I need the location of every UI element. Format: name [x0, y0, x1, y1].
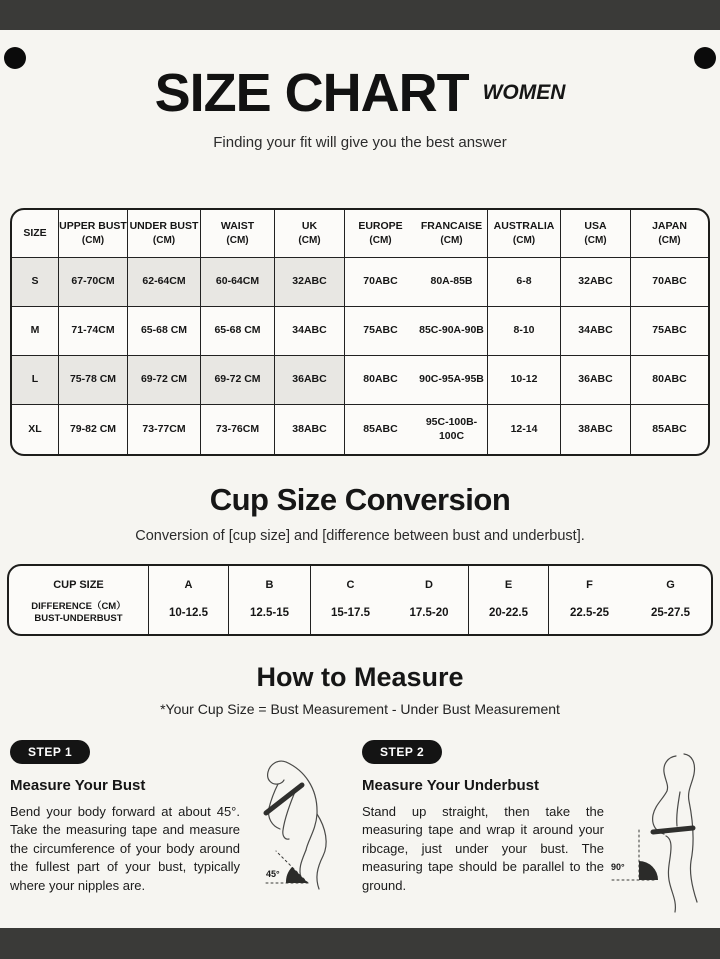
step-2-badge: STEP 2	[362, 740, 442, 764]
size-table-cell	[128, 356, 201, 404]
size-table-cell	[416, 405, 488, 454]
size-table-cell	[488, 258, 561, 306]
cell-text: 12.5-15	[249, 606, 289, 619]
cell-text: USA	[584, 220, 607, 233]
size-table-cell	[416, 258, 488, 306]
size-table-row	[12, 356, 708, 405]
size-table-cell	[631, 307, 708, 355]
cell-text: 38ABC	[578, 422, 613, 435]
cell-text: 73-76CM	[215, 422, 260, 435]
cell-text: 10-12.5	[168, 606, 208, 619]
measure-section-title: How to Measure	[256, 662, 464, 692]
cell-text: 36ABC	[578, 373, 613, 386]
size-table-cell	[59, 258, 128, 306]
cell-text: UK	[301, 220, 318, 233]
cell-text: F	[586, 578, 593, 591]
measure-steps	[10, 740, 710, 930]
cell-text: (CM)	[658, 234, 681, 246]
cup-range-cell	[149, 597, 229, 634]
cell-text: (CM)	[226, 234, 249, 246]
angle-label-45: 45°	[266, 869, 280, 879]
size-table-header-cell	[128, 210, 201, 257]
cell-text: (CM)	[369, 234, 392, 246]
size-table-cell	[561, 405, 631, 454]
cell-text: 69-72 CM	[214, 373, 261, 386]
cell-text: 25-27.5	[650, 606, 690, 619]
cell-text: 71-74CM	[71, 324, 115, 337]
size-table-cell	[561, 356, 631, 404]
difference-label-cell	[9, 597, 149, 634]
cup-range-cell	[469, 597, 549, 634]
cell-text: 90C-95A-95B	[419, 373, 484, 386]
cell-text: (CM)	[152, 234, 176, 246]
size-table-cell	[128, 258, 201, 306]
size-table-header-cell	[416, 210, 488, 257]
page-title: SIZE CHART	[154, 63, 469, 123]
size-table-cell	[12, 307, 59, 355]
cell-text: 75-78 CM	[69, 373, 117, 386]
cell-text: 79-82 CM	[69, 422, 117, 435]
cup-size-section	[0, 482, 720, 636]
step-1	[10, 740, 360, 930]
cup-range-cell	[390, 597, 469, 634]
size-table-cell	[59, 356, 128, 404]
size-table-cell	[345, 356, 416, 404]
cup-size-label-cell	[9, 566, 149, 597]
size-table-header-cell	[12, 210, 59, 257]
size-table-header-cell	[631, 210, 708, 257]
cell-text: 85ABC	[363, 422, 398, 435]
cell-text: EUROPE	[358, 220, 403, 233]
cell-text: 22.5-25	[569, 606, 609, 619]
size-table-cell	[275, 356, 345, 404]
cup-range-cell	[630, 597, 711, 634]
cell-text: 80ABC	[652, 373, 687, 386]
size-table-cell	[345, 258, 416, 306]
cell-text: 10-12	[510, 373, 538, 386]
cell-text: 17.5-20	[409, 606, 449, 619]
size-table-cell	[561, 258, 631, 306]
cell-text: 65-68 CM	[214, 324, 261, 337]
cell-text: 70ABC	[363, 275, 398, 288]
cell-text: A	[184, 578, 193, 591]
cup-section-subtitle: Conversion of [cup size] and [difference between bust and underbust].	[135, 528, 585, 544]
size-table-cell	[561, 307, 631, 355]
cell-text: 67-70CM	[71, 275, 115, 288]
step-2	[360, 740, 710, 930]
step-1-heading: Measure Your Bust	[10, 777, 146, 794]
size-table-cell	[416, 307, 488, 355]
size-table-cell	[345, 405, 416, 454]
cup-section-title: Cup Size Conversion	[209, 482, 511, 517]
cell-text: 65-68 CM	[140, 324, 188, 337]
cup-range-cell	[311, 597, 390, 634]
size-table-header-cell	[275, 210, 345, 257]
cell-text: 32ABC	[578, 275, 613, 288]
size-table-header-cell	[561, 210, 631, 257]
cell-text: 60-64CM	[215, 275, 260, 288]
size-table-row	[12, 258, 708, 307]
size-table-cell	[345, 307, 416, 355]
size-table-cell	[128, 307, 201, 355]
cell-text: (CM)	[298, 234, 321, 246]
cell-text: FRANCAISE	[420, 220, 483, 233]
cell-text: 69-72 CM	[140, 373, 188, 386]
cell-text: 70ABC	[652, 275, 687, 288]
step-1-body: Bend your body forward at about 45°. Take the measuring tape and measure the circumference of your body around the fullest part of your bust, typically where your nipples are.	[10, 804, 240, 893]
size-table-cell	[631, 356, 708, 404]
how-to-measure-section	[0, 662, 720, 717]
size-table-cell	[631, 405, 708, 454]
bottom-border-bar	[0, 928, 720, 959]
size-table-header-cell	[488, 210, 561, 257]
cup-range-cell	[229, 597, 311, 634]
cell-text: G	[666, 578, 675, 591]
size-table-cell	[488, 356, 561, 404]
cup-letter-cell	[390, 566, 469, 597]
size-table-row	[12, 405, 708, 454]
cell-text: 15-17.5	[330, 606, 370, 619]
cell-text: L	[31, 373, 39, 386]
size-table-cell	[201, 405, 275, 454]
size-table-header-cell	[345, 210, 416, 257]
cell-text: 95C-100B-100C	[425, 415, 478, 442]
size-table-cell	[59, 405, 128, 454]
cell-text: 75ABC	[363, 324, 398, 337]
size-table-header-cell	[201, 210, 275, 257]
cup-table-row-ranges	[9, 597, 711, 634]
cell-text: 6-8	[516, 275, 532, 288]
cell-text: C	[346, 578, 355, 591]
cell-text: JAPAN	[652, 220, 687, 233]
size-table-cell	[275, 258, 345, 306]
cell-text: AUSTRALIA	[493, 220, 555, 233]
size-table-header-row	[12, 210, 708, 258]
size-table-cell	[488, 307, 561, 355]
size-table-cell	[128, 405, 201, 454]
cell-text: 85C-90A-90B	[419, 324, 484, 337]
page-title-suffix: WOMEN	[482, 81, 566, 104]
cell-text: XL	[28, 422, 42, 435]
size-table-header-cell	[59, 210, 128, 257]
cell-text: (CM)	[81, 234, 105, 246]
size-table-cell	[275, 307, 345, 355]
cup-letter-cell	[149, 566, 229, 597]
size-table	[10, 208, 710, 456]
cup-letter-cell	[229, 566, 311, 597]
cell-text: E	[504, 578, 513, 591]
size-table-row	[12, 307, 708, 356]
cup-letter-cell	[311, 566, 390, 597]
step-1-badge: STEP 1	[10, 740, 90, 764]
size-table-cell	[201, 356, 275, 404]
cell-text: SIZE	[23, 226, 47, 239]
cell-text: CUP SIZE	[53, 578, 104, 591]
cell-text: S	[31, 275, 39, 288]
size-table-cell	[12, 258, 59, 306]
step-2-body: Stand up straight, then take the measuring tape and wrap it around your ribcage, just under your bust. The measuring tape should be parallel to the ground.	[362, 804, 604, 893]
cell-text: 8-10	[513, 324, 535, 337]
stand-figure-illustration	[596, 748, 716, 920]
cell-text: 80A-85B	[430, 275, 473, 288]
cell-text: (CM)	[440, 234, 463, 246]
cup-letter-cell	[549, 566, 630, 597]
size-table-cell	[12, 405, 59, 454]
cell-text: 12-14	[510, 422, 538, 435]
angle-label-90: 90°	[611, 862, 625, 872]
cell-text: (CM)	[584, 234, 607, 246]
size-table-cell	[416, 356, 488, 404]
cell-text: 80ABC	[363, 373, 398, 386]
cell-text: 85ABC	[652, 422, 687, 435]
size-table-cell	[201, 258, 275, 306]
cell-text: 62-64CM	[142, 275, 186, 288]
size-table-cell	[488, 405, 561, 454]
cup-letter-cell	[469, 566, 549, 597]
size-table-cell	[275, 405, 345, 454]
top-border-bar	[0, 0, 720, 30]
header	[0, 62, 720, 151]
measure-section-subtitle: *Your Cup Size = Bust Measurement - Under Bust Measurement	[160, 701, 560, 717]
cell-text: 34ABC	[292, 324, 327, 337]
cup-range-cell	[549, 597, 630, 634]
cup-letter-cell	[630, 566, 711, 597]
cell-text: 73-77CM	[142, 422, 186, 435]
size-table-cell	[201, 307, 275, 355]
cell-text: M	[30, 324, 40, 337]
cell-text: WAIST	[220, 220, 255, 233]
cell-text: 38ABC	[292, 422, 327, 435]
cell-text: UPPER BUST	[59, 220, 127, 233]
cell-text: 32ABC	[292, 275, 327, 288]
cell-text: 36ABC	[292, 373, 327, 386]
size-table-cell	[12, 356, 59, 404]
cell-text: 34ABC	[578, 324, 613, 337]
size-table-cell	[59, 307, 128, 355]
cell-text: (CM)	[512, 234, 536, 246]
cell-text: DIFFERENCE（CM）	[31, 600, 126, 612]
cell-text: BUST-UNDERBUST	[34, 612, 123, 624]
cell-text: B	[265, 578, 274, 591]
cup-conversion-table	[7, 564, 713, 636]
step-2-heading: Measure Your Underbust	[362, 777, 539, 794]
cup-table-row-labels	[9, 566, 711, 597]
cell-text: 20-22.5	[488, 606, 528, 619]
cell-text: D	[425, 578, 433, 591]
cell-text: 75ABC	[652, 324, 687, 337]
cell-text: UNDER BUST	[129, 220, 199, 233]
size-table-cell	[631, 258, 708, 306]
page-subtitle: Finding your fit will give you the best answer	[213, 134, 507, 151]
bend-figure-illustration	[244, 756, 352, 896]
